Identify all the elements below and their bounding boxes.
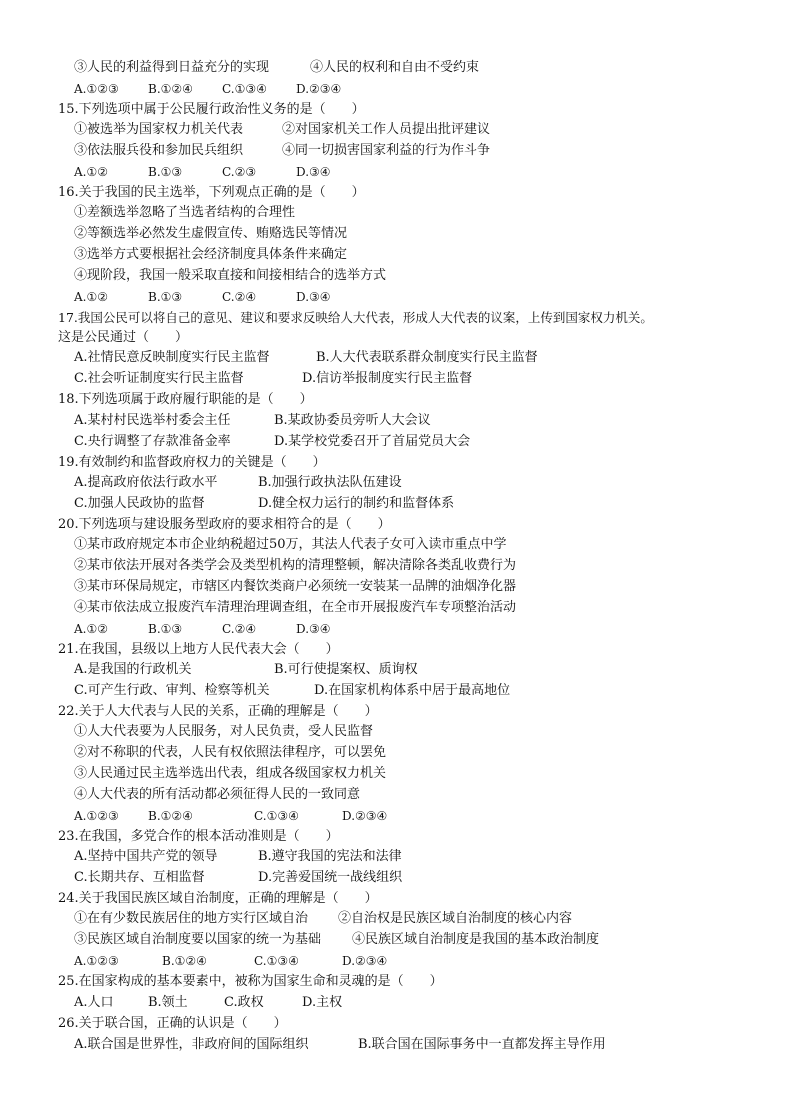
choice-a: A.社情民意反映制度实行民主监督 xyxy=(74,350,270,365)
choice-b: B.①③ xyxy=(148,290,183,304)
item-2: ②自治权是民族区域自治制度的核心内容 xyxy=(338,911,573,926)
choice-d: D.②③④ xyxy=(342,954,388,968)
choice-b: B.可行使提案权、质询权 xyxy=(274,662,418,677)
choice-a: A.①② xyxy=(74,622,108,636)
item-4: ④同一切损害国家利益的行为作斗争 xyxy=(282,143,491,158)
choice-d: D.健全权力运行的制约和监督体系 xyxy=(258,496,455,511)
item-3: ③选举方式要根据社会经济制度具体条件来确定 xyxy=(74,247,348,262)
choice-c: C.加强人民政协的监督 xyxy=(74,496,205,511)
question-22-stem: 22.关于人大代表与人民的关系，正确的理解是（ ） xyxy=(58,704,378,719)
item-1: ①在有少数民族居住的地方实行区域自治 xyxy=(74,911,309,926)
item-3: ③民族区域自治制度要以国家的统一为基础 xyxy=(74,932,322,947)
choice-c: C.①③④ xyxy=(254,954,299,968)
item-3: ③人民的利益得到日益充分的实现 xyxy=(74,60,270,75)
item-2: ②某市依法开展对各类学会及类型机构的清理整顿，解决清除各类乱收费行为 xyxy=(74,558,517,573)
question-17-stem: 17.我国公民可以将自己的意见、建议和要求反映给人大代表，形成人大代表的议案，上传到国家权力机关。 xyxy=(58,310,653,325)
item-1: ①某市政府规定本市企业纳税超过50万，其法人代表子女可入读市重点中学 xyxy=(74,537,507,552)
choice-b: B.人大代表联系群众制度实行民主监督 xyxy=(316,350,538,365)
choice-b: B.某政协委员旁听人大会议 xyxy=(274,413,431,428)
choice-d: D.信访举报制度实行民主监督 xyxy=(302,371,473,386)
choice-a: A.①② xyxy=(74,165,108,179)
choice-b: B.遵守我国的宪法和法律 xyxy=(258,849,402,864)
choice-b: B.①②④ xyxy=(148,82,193,96)
choice-a: A.①②③ xyxy=(74,809,119,823)
choice-c: C.央行调整了存款准备金率 xyxy=(74,434,231,449)
question-23-stem: 23.在我国，多党合作的根本活动准则是（ ） xyxy=(58,829,339,844)
choice-c: C.社会听证制度实行民主监督 xyxy=(74,371,244,386)
item-3: ③某市环保局规定，市辖区内餐饮类商户必须统一安装某一品牌的油烟净化器 xyxy=(74,579,517,594)
question-24-stem: 24.关于我国民族区域自治制度，正确的理解是（ ） xyxy=(58,891,378,906)
item-2: ②等额选举必然发生虚假宣传、贿赂选民等情况 xyxy=(74,226,348,241)
item-4: ④人民的权利和自由不受约束 xyxy=(310,60,480,75)
choice-d: D.③④ xyxy=(296,290,331,304)
item-4: ④现阶段，我国一般采取直接和间接相结合的选举方式 xyxy=(74,268,387,283)
choice-c: C.①③④ xyxy=(222,82,267,96)
choice-d: D.完善爱国统一战线组织 xyxy=(258,870,403,885)
item-4: ④人大代表的所有活动都必须征得人民的一致同意 xyxy=(74,787,361,802)
choice-c: C.①③④ xyxy=(254,809,299,823)
question-25-stem: 25.在国家构成的基本要素中，被称为国家生命和灵魂的是（ ） xyxy=(58,974,443,989)
choice-a: A.人口 xyxy=(74,995,114,1010)
choice-d: D.③④ xyxy=(296,622,331,636)
choice-a: A.联合国是世界性，非政府间的国际组织 xyxy=(74,1037,309,1052)
question-19-stem: 19.有效制约和监督政府权力的关键是（ ） xyxy=(58,455,326,470)
choice-a: A.是我国的行政机关 xyxy=(74,662,192,677)
item-1: ①人大代表要为人民服务，对人民负责，受人民监督 xyxy=(74,724,374,739)
question-26-stem: 26.关于联合国，正确的认识是（ ） xyxy=(58,1016,287,1031)
choice-b: B.加强行政执法队伍建设 xyxy=(258,475,402,490)
choice-a: A.坚持中国共产党的领导 xyxy=(74,849,218,864)
question-20-stem: 20.下列选项与建设服务型政府的要求相符合的是（ ） xyxy=(58,517,391,532)
choice-c: C.可产生行政、审判、检察等机关 xyxy=(74,683,270,698)
choice-d: D.某学校党委召开了首届党员大会 xyxy=(274,434,471,449)
choice-d: D.③④ xyxy=(296,165,331,179)
question-17-stem-continued: 这是公民通过（ ） xyxy=(58,330,189,345)
choice-a: A.①②③ xyxy=(74,954,119,968)
choice-c: C.②④ xyxy=(222,290,257,304)
choice-c: C.政权 xyxy=(224,995,264,1010)
choice-a: A.某村村民选举村委会主任 xyxy=(74,413,231,428)
question-21-stem: 21.在我国，县级以上地方人民代表大会（ ） xyxy=(58,642,339,657)
item-4: ④某市依法成立报废汽车清理治理调查组，在全市开展报废汽车专项整治活动 xyxy=(74,600,517,615)
choice-a: A.①② xyxy=(74,290,108,304)
choice-b: B.①③ xyxy=(148,622,183,636)
choice-b: B.联合国在国际事务中一直都发挥主导作用 xyxy=(358,1037,606,1052)
choice-a: A.提高政府依法行政水平 xyxy=(74,475,218,490)
choice-c: C.长期共存、互相监督 xyxy=(74,870,205,885)
question-16-stem: 16.关于我国的民主选举，下列观点正确的是（ ） xyxy=(58,185,365,200)
choice-d: D.在国家机构体系中居于最高地位 xyxy=(314,683,511,698)
choice-b: B.①②④ xyxy=(148,809,193,823)
choice-b: B.①③ xyxy=(148,165,183,179)
choice-d: D.主权 xyxy=(302,995,343,1010)
item-2: ②对不称职的代表，人民有权依照法律程序，可以罢免 xyxy=(74,745,387,760)
choice-a: A.①②③ xyxy=(74,82,119,96)
item-1: ①差额选举忽略了当选者结构的合理性 xyxy=(74,205,296,220)
choice-b: B.领土 xyxy=(148,995,188,1010)
choice-d: D.②③④ xyxy=(296,82,342,96)
choice-c: C.②③ xyxy=(222,165,257,179)
item-3: ③人民通过民主选举选出代表，组成各级国家权力机关 xyxy=(74,766,387,781)
question-15-stem: 15.下列选项中属于公民履行政治性义务的是（ ） xyxy=(58,102,365,117)
item-2: ②对国家机关工作人员提出批评建议 xyxy=(282,122,491,137)
question-18-stem: 18.下列选项属于政府履行职能的是（ ） xyxy=(58,392,313,407)
choice-c: C.②④ xyxy=(222,622,257,636)
item-1: ①被选举为国家权力机关代表 xyxy=(74,122,244,137)
choice-d: D.②③④ xyxy=(342,809,388,823)
item-4: ④民族区域自治制度是我国的基本政治制度 xyxy=(352,932,600,947)
choice-b: B.①②④ xyxy=(162,954,207,968)
item-3: ③依法服兵役和参加民兵组织 xyxy=(74,143,244,158)
